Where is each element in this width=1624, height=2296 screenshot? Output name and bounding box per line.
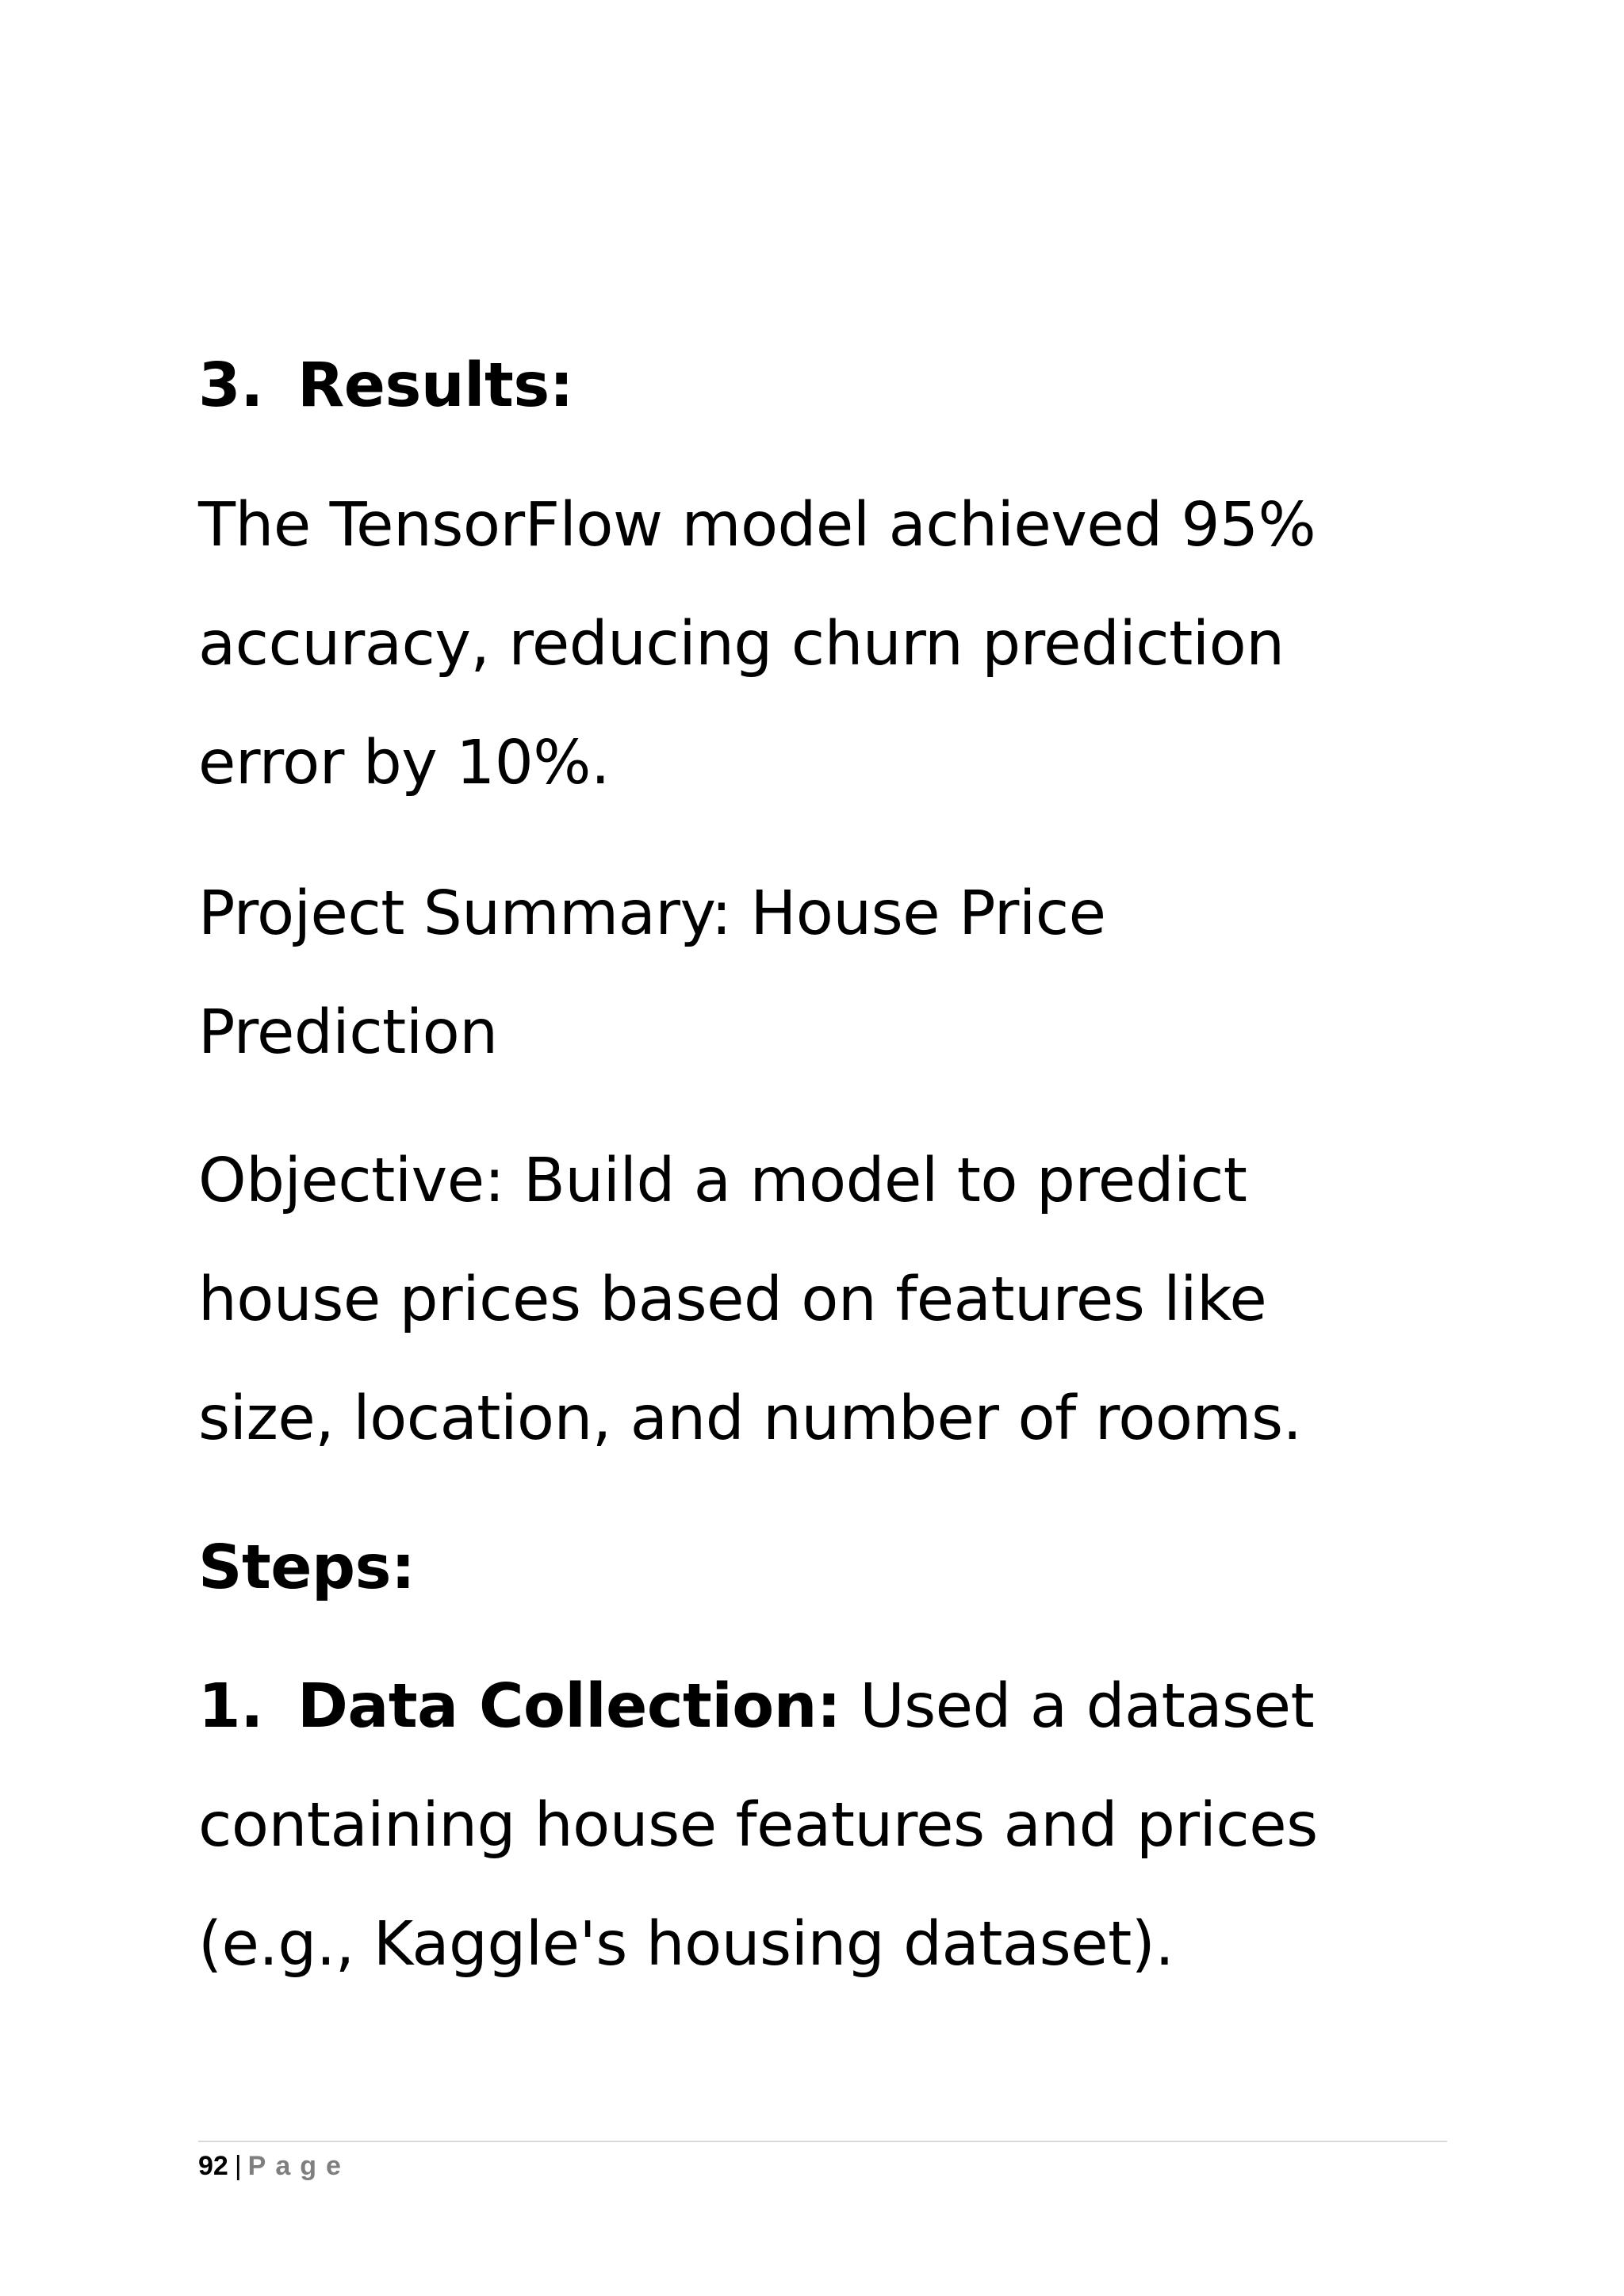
- footer-divider: [198, 2141, 1447, 2142]
- section-number: 3.: [198, 350, 263, 421]
- step-1-number: 1.: [198, 1671, 263, 1742]
- results-line-3: error by 10%.: [198, 728, 610, 798]
- steps-heading: Steps:: [198, 1533, 416, 1603]
- step-1-label: Data Collection:: [297, 1671, 841, 1742]
- section-heading: [198, 346, 573, 426]
- summary-line-1: Project Summary: House Price: [198, 878, 1106, 949]
- section-title: Results:: [297, 350, 573, 421]
- objective-line-2: house prices based on features like: [198, 1265, 1267, 1335]
- page-footer: [198, 2150, 350, 2182]
- page-number: 92: [198, 2151, 228, 2181]
- objective-line-1: Objective: Build a model to predict: [198, 1146, 1247, 1216]
- results-line-1: The TensorFlow model achieved 95%: [198, 490, 1316, 561]
- results-line-2: accuracy, reducing churn prediction: [198, 609, 1285, 679]
- step-1-line-1: [198, 1667, 1314, 1747]
- objective-line-3: size, location, and number of rooms.: [198, 1383, 1302, 1454]
- summary-line-2: Prediction: [198, 997, 498, 1068]
- step-1-text: Used a dataset: [841, 1671, 1315, 1742]
- page-word: Page: [247, 2151, 350, 2181]
- footer-separator: |: [234, 2151, 242, 2181]
- step-1-line-2: containing house features and prices: [198, 1790, 1318, 1861]
- step-1-line-3: (e.g., Kaggle's housing dataset).: [198, 1909, 1174, 1980]
